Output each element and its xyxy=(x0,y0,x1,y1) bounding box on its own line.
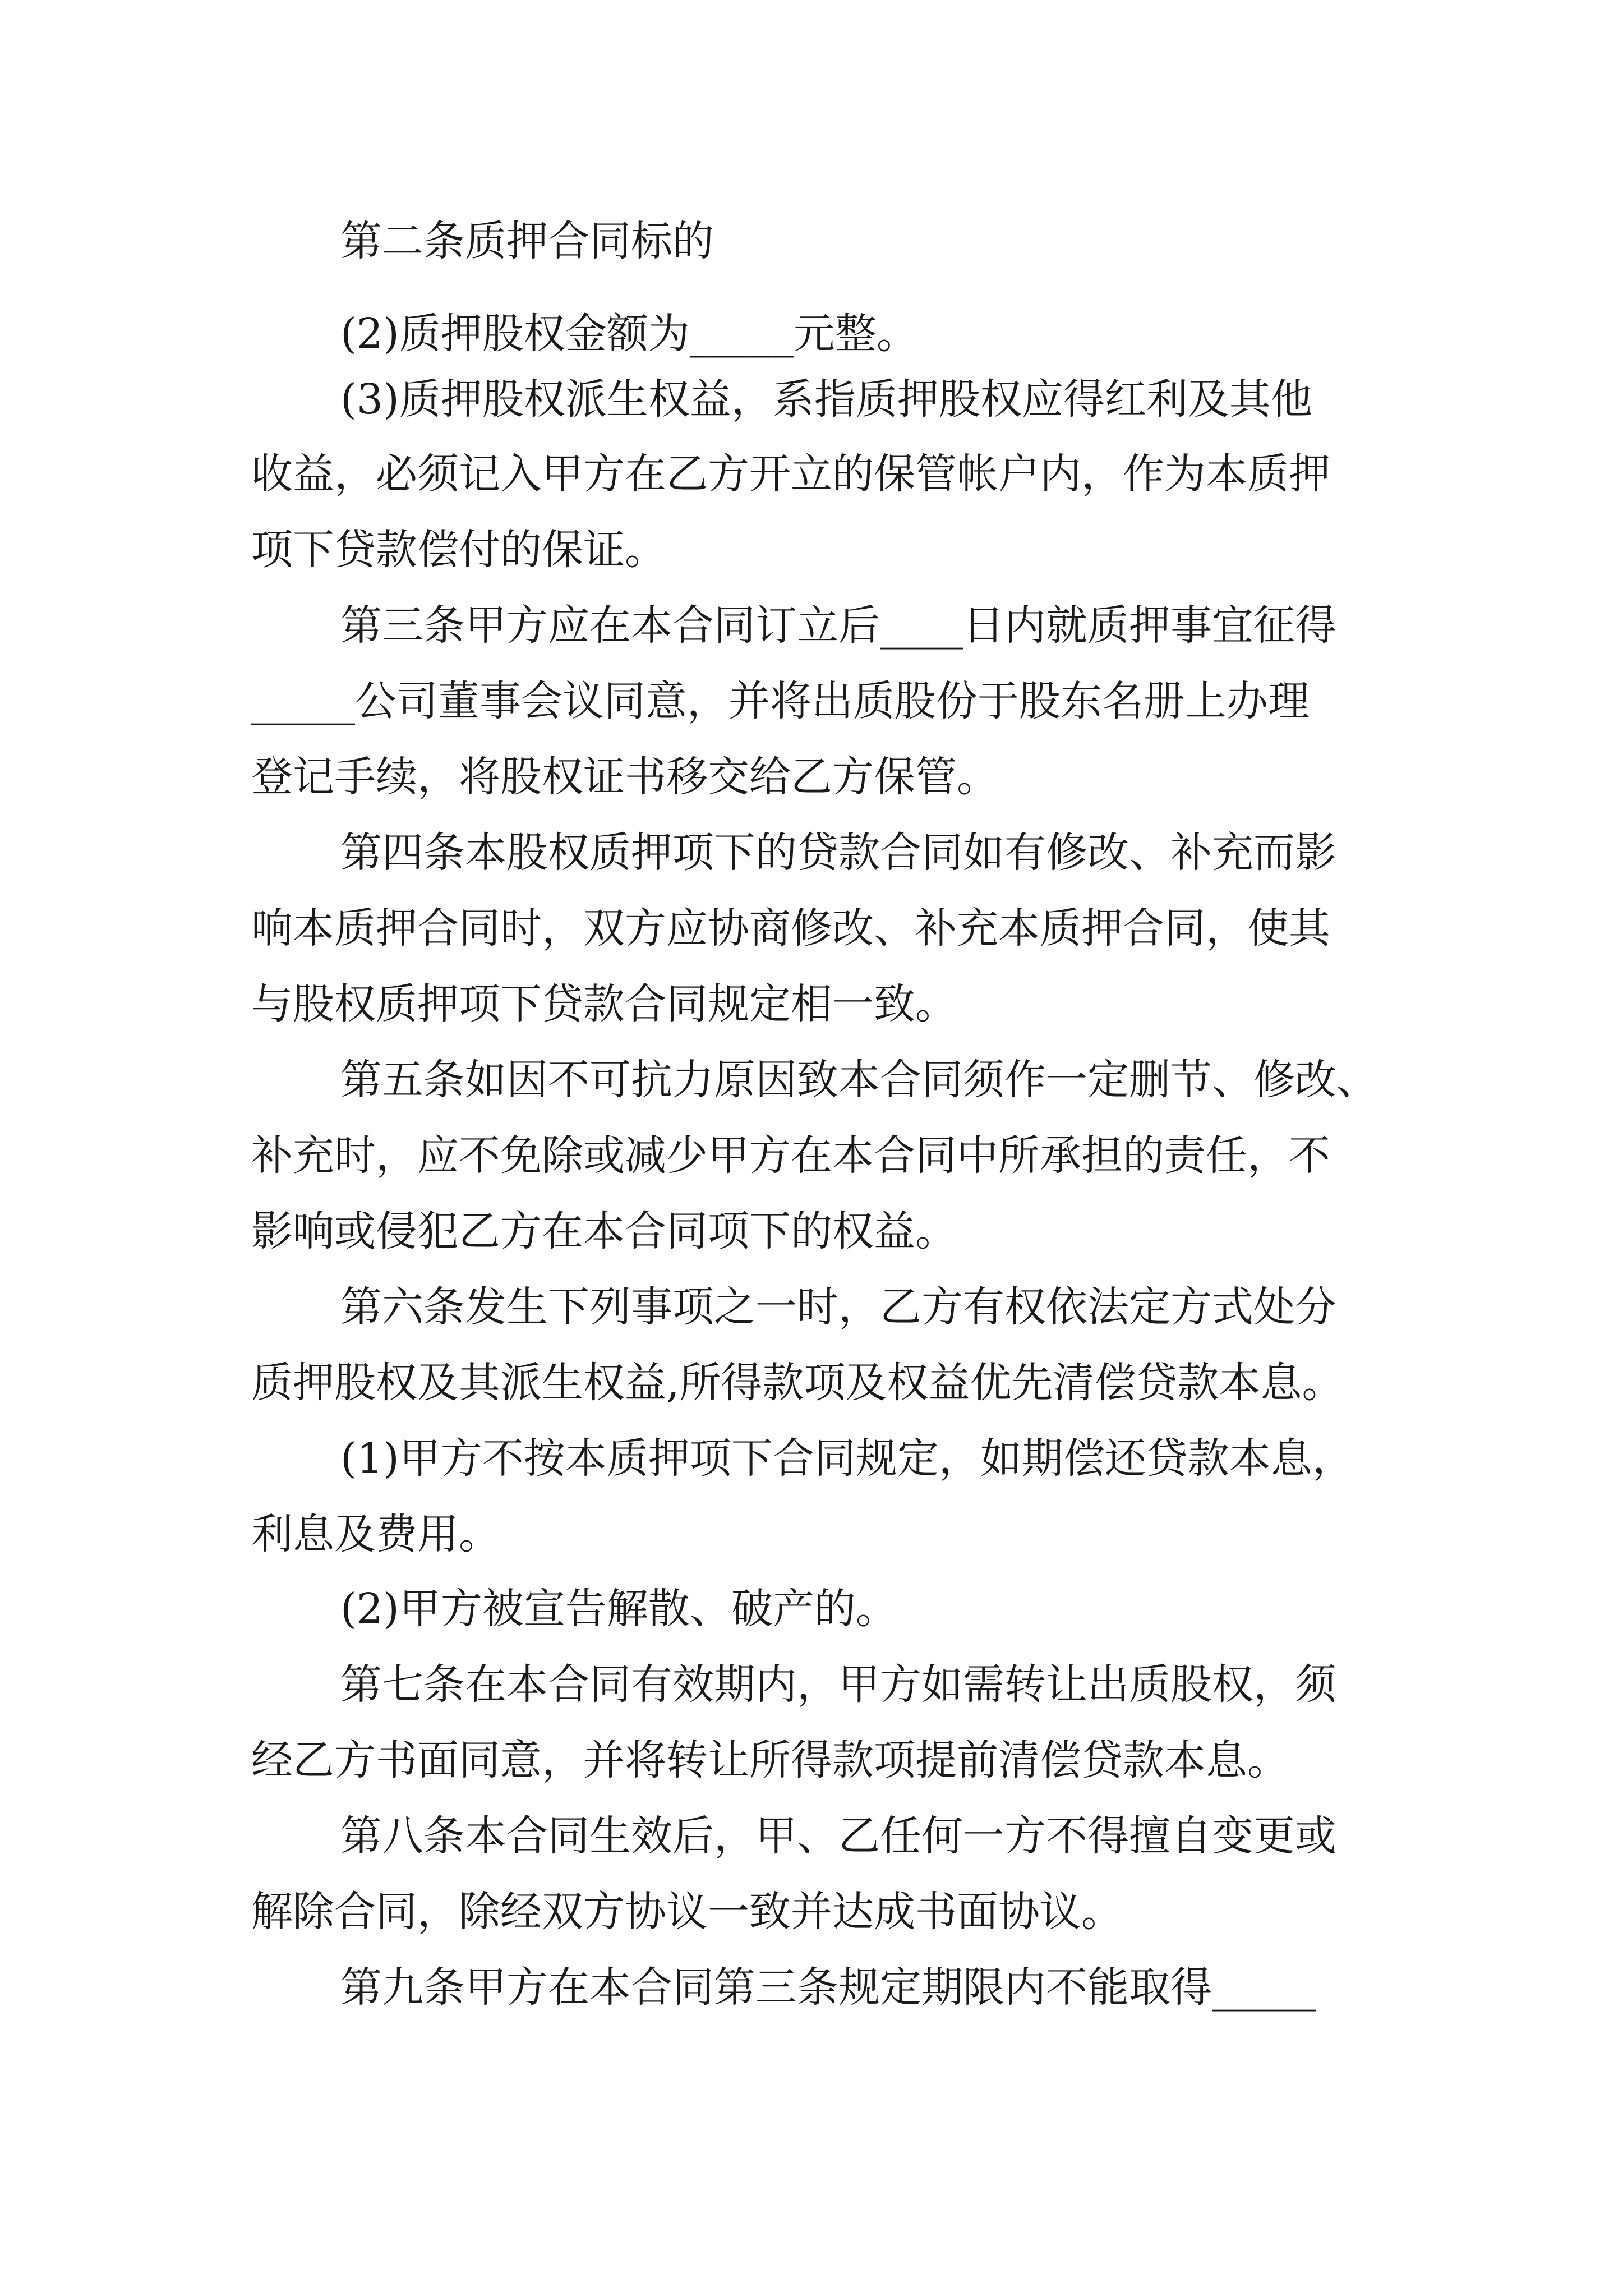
clause-3-line-2: _____公司董事会议同意，并将出质股份于股东名册上办理 xyxy=(251,677,1310,725)
clause-6-line-1: 第六条发生下列事项之一时，乙方有权依法定方式处分 xyxy=(340,1283,1336,1331)
clause-2-item-2: (2)质押股权金额为_____元整。 xyxy=(340,310,918,358)
clause-8-line-2: 解除合同，除经双方协议一致并达成书面协议。 xyxy=(251,1888,1123,1936)
clause-4-line-3: 与股权质押项下贷款合同规定相一致。 xyxy=(251,980,957,1028)
clause-2-item-3-line-1: (3)质押股权派生权益，系指质押股权应得红利及其他 xyxy=(340,375,1312,424)
clause-4-line-2: 响本质押合同时，双方应协商修改、补充本质押合同，使其 xyxy=(251,904,1330,953)
clause-3-line-1: 第三条甲方应在本合同订立后____日内就质押事宜征得 xyxy=(340,601,1336,650)
clause-7-line-1: 第七条在本合同有效期内，甲方如需转让出质股权，须 xyxy=(340,1660,1336,1709)
clause-3-line-3: 登记手续，将股权证书移交给乙方保管。 xyxy=(251,753,998,801)
clause-4-line-1: 第四条本股权质押项下的贷款合同如有修改、补充而影 xyxy=(340,829,1336,877)
clause-5-line-2: 补充时，应不免除或减少甲方在本合同中所承担的责任，不 xyxy=(251,1131,1330,1180)
clause-2-item-3-line-3: 项下贷款偿付的保证。 xyxy=(251,526,666,574)
clause-6-line-2: 质押股权及其派生权益,所得款项及权益优先清偿贷款本息。 xyxy=(251,1359,1344,1407)
clause-6-item-1-line-2: 利息及费用。 xyxy=(251,1510,500,1558)
clause-2-heading: 第二条质押合同标的 xyxy=(340,217,714,265)
clause-9-line-1: 第九条甲方在本合同第三条规定期限内不能取得_____ xyxy=(340,1963,1316,2012)
clause-6-item-2: (2)甲方被宣告解散、破产的。 xyxy=(340,1585,897,1633)
clause-7-line-2: 经乙方书面同意，并将转让所得款项提前清偿贷款本息。 xyxy=(251,1736,1289,1784)
clause-6-item-1-line-1: (1)甲方不按本质押项下合同规定，如期偿还贷款本息， xyxy=(340,1434,1354,1483)
clause-8-line-1: 第八条本合同生效后，甲、乙任何一方不得擅自变更或 xyxy=(340,1812,1336,1860)
clause-5-line-1: 第五条如因不可抗力原因致本合同须作一定删节、修改、 xyxy=(340,1056,1378,1104)
clause-5-line-3: 影响或侵犯乙方在本合同项下的权益。 xyxy=(251,1207,957,1255)
clause-2-item-3-line-2: 收益，必须记入甲方在乙方开立的保管帐户内，作为本质押 xyxy=(251,450,1330,498)
